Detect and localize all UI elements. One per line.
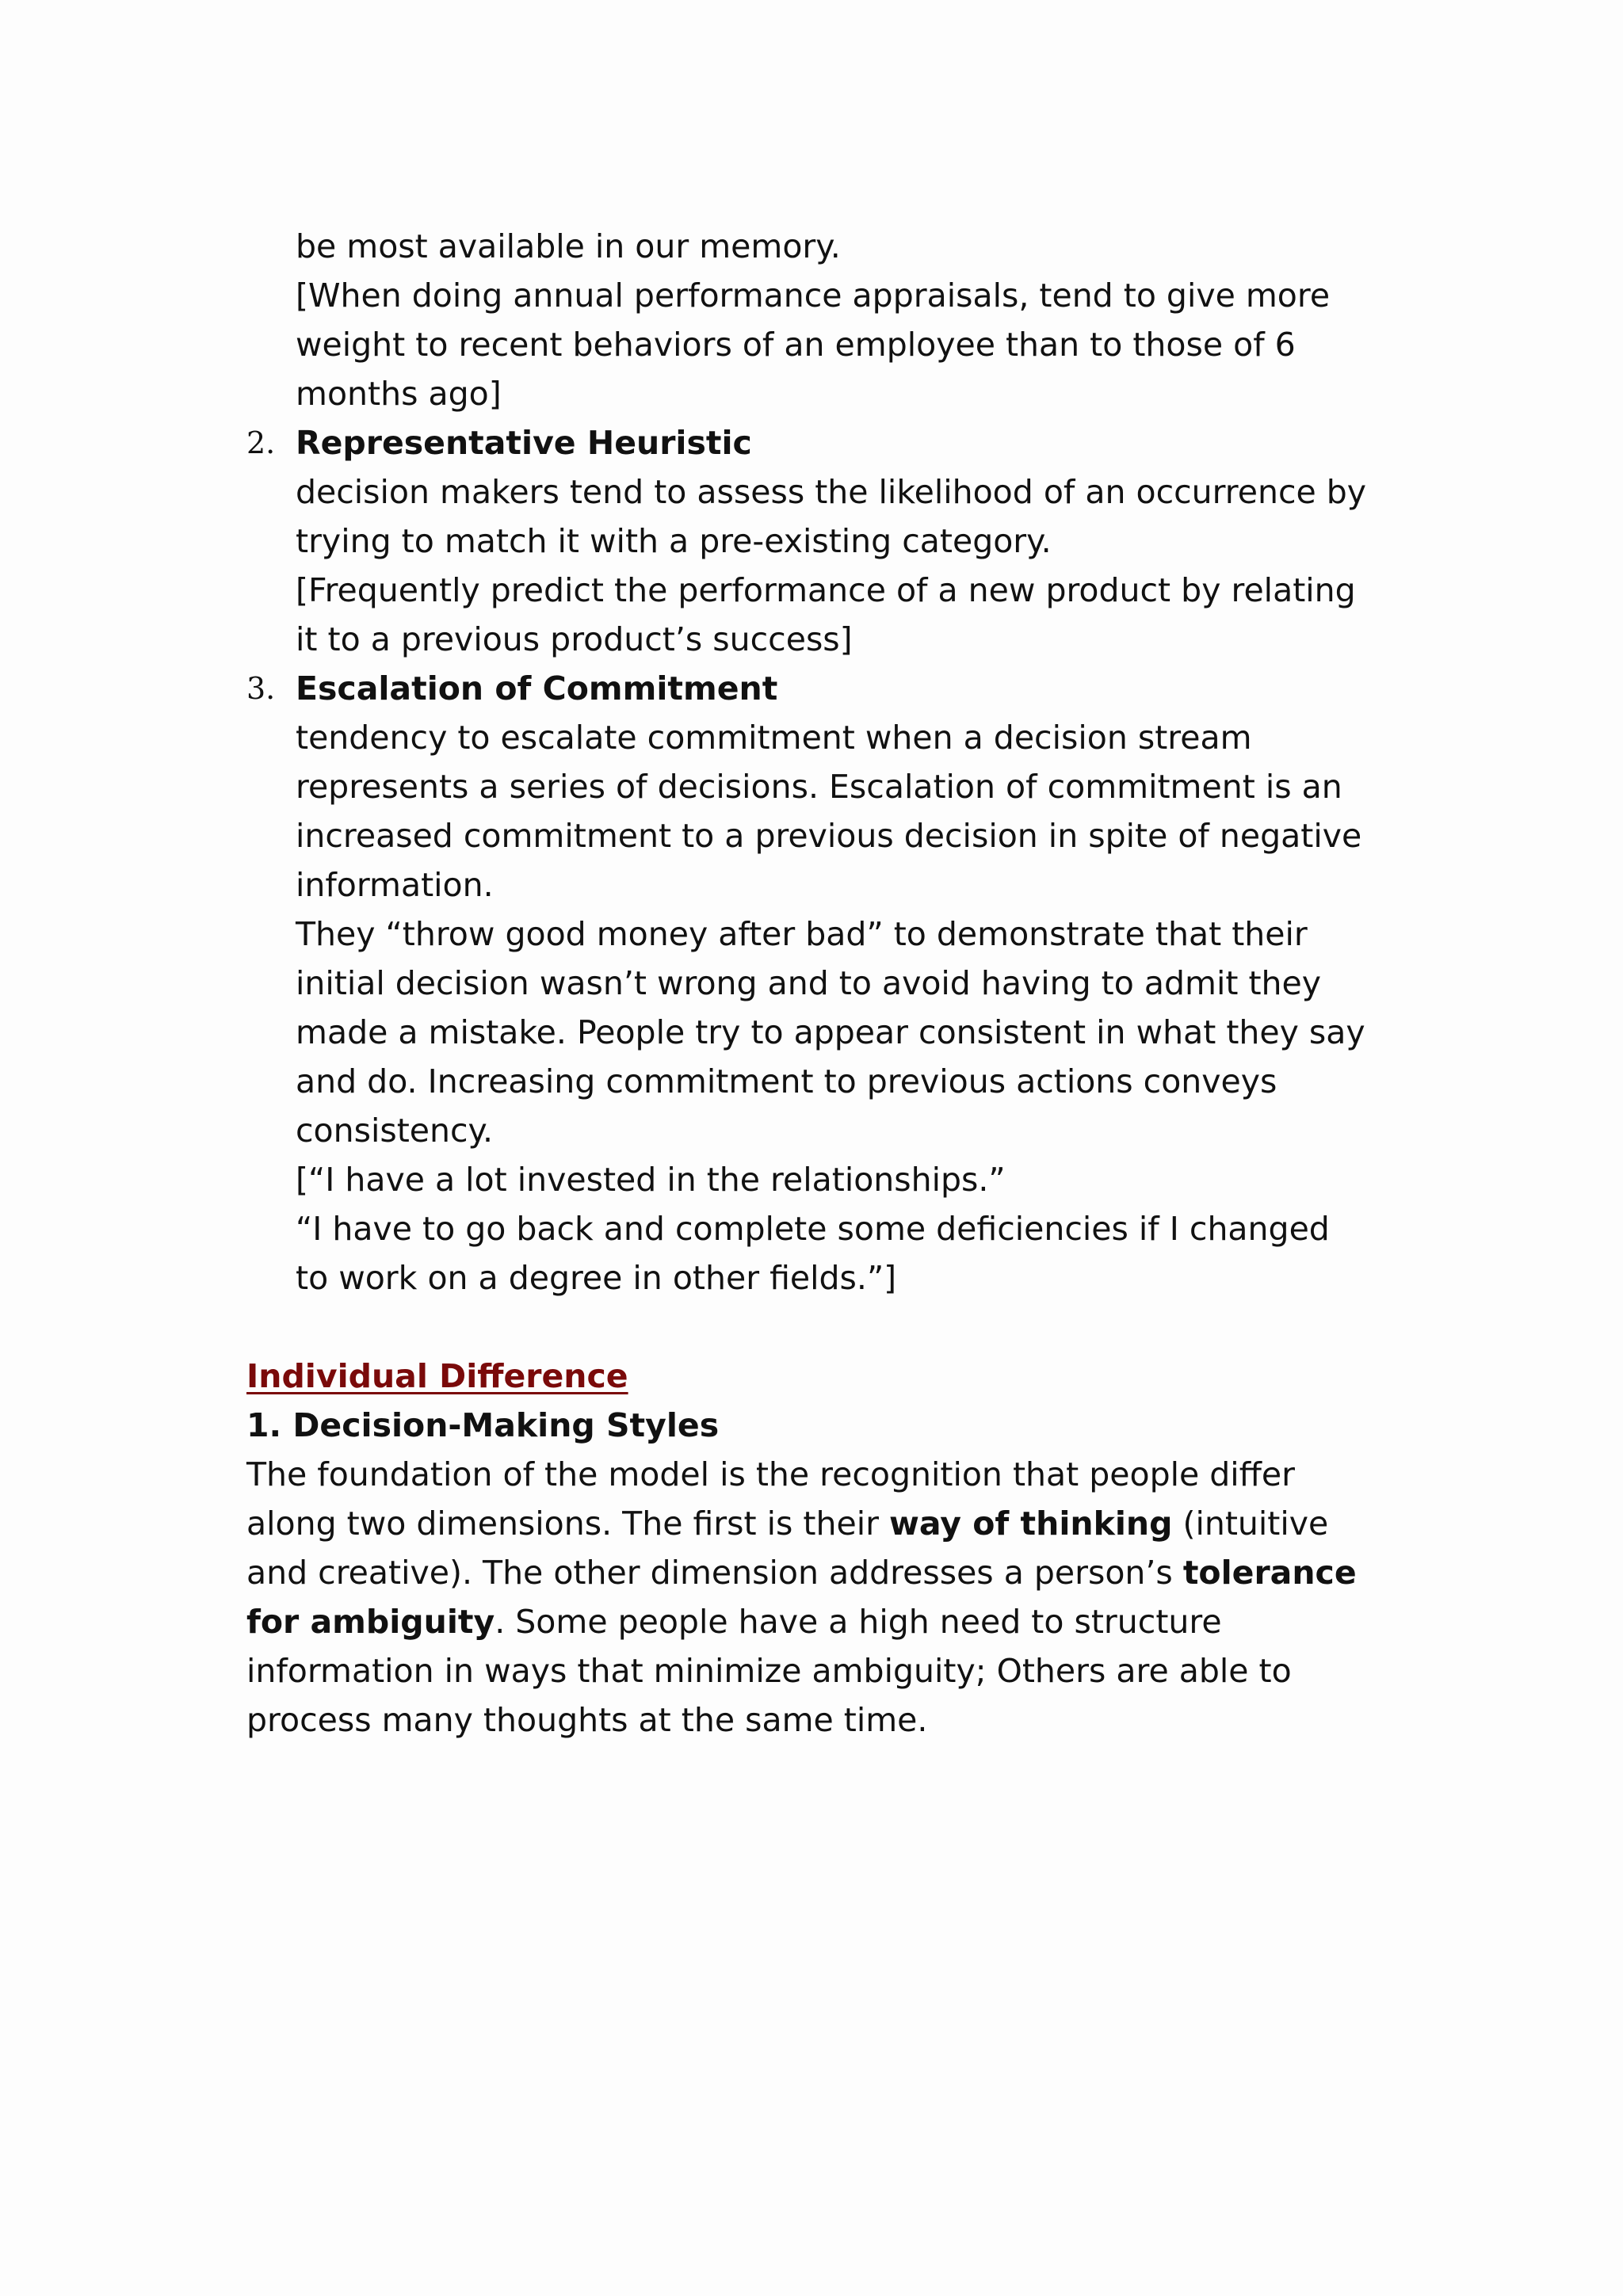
paragraph-line bbox=[246, 1548, 1388, 1597]
paragraph-line bbox=[246, 1695, 1388, 1745]
section-paragraph bbox=[246, 1450, 1388, 1745]
list-item-line: [Frequently predict the performance of a new product by relating bbox=[296, 571, 1356, 609]
section-heading: Individual Difference bbox=[246, 1357, 628, 1395]
list-item-title: Representative Heuristic bbox=[296, 424, 752, 462]
paragraph-line bbox=[246, 1450, 1388, 1499]
list-item-line: initial decision wasn’t wrong and to avoid having to admit they bbox=[296, 964, 1322, 1002]
paragraph-line bbox=[246, 1499, 1388, 1548]
list-item-line: trying to match it with a pre-existing category. bbox=[296, 522, 1052, 560]
list-item-line: to work on a degree in other fields.”] bbox=[296, 1259, 897, 1297]
list-item-line: and do. Increasing commitment to previous actions conveys bbox=[296, 1062, 1277, 1100]
list-item-title: Escalation of Commitment bbox=[296, 669, 778, 707]
list-item-line: tendency to escalate commitment when a decision stream bbox=[296, 719, 1252, 757]
list-item-line: made a mistake. People try to appear consistent in what they say bbox=[296, 1013, 1365, 1051]
list-item-line: [“I have a lot invested in the relationships.” bbox=[296, 1161, 1006, 1199]
blank-line bbox=[246, 1302, 1388, 1352]
document-body bbox=[246, 222, 1388, 1745]
section-individual-difference bbox=[246, 1352, 1388, 1745]
list-item-line: increased commitment to a previous decision in spite of negative bbox=[296, 817, 1362, 855]
list-item-line: They “throw good money after bad” to demonstrate that their bbox=[296, 915, 1308, 953]
intro-line: weight to recent behaviors of an employee than to those of 6 bbox=[296, 326, 1296, 364]
list-item-line: represents a series of decisions. Escalation of commitment is an bbox=[296, 768, 1342, 806]
paragraph-line bbox=[246, 1597, 1388, 1646]
emphasis-way-of-thinking: way of thinking bbox=[888, 1505, 1173, 1543]
paragraph-text: information in ways that minimize ambiguity; Others are able to bbox=[246, 1652, 1292, 1690]
paragraph-text: (intuitive bbox=[1172, 1505, 1329, 1543]
paragraph-line bbox=[246, 1646, 1388, 1695]
list-item-number: 2. bbox=[246, 425, 276, 460]
section-subheading: 1. Decision-Making Styles bbox=[246, 1406, 720, 1444]
intro-line: be most available in our memory. bbox=[296, 227, 841, 265]
list-item-line: consistency. bbox=[296, 1112, 494, 1150]
paragraph-text: along two dimensions. The first is their bbox=[246, 1505, 889, 1543]
paragraph-text: and creative). The other dimension addresses a person’s bbox=[246, 1554, 1183, 1592]
intro-block bbox=[246, 222, 1388, 418]
list-item-representative-heuristic bbox=[246, 418, 1388, 664]
list-item-line: decision makers tend to assess the likelihood of an occurrence by bbox=[296, 473, 1367, 511]
intro-line: [When doing annual performance appraisals, tend to give more bbox=[296, 277, 1331, 315]
list-item-escalation-of-commitment bbox=[246, 664, 1388, 1302]
emphasis-tolerance: tolerance bbox=[1182, 1554, 1357, 1592]
list-item-line: “I have to go back and complete some deficiencies if I changed bbox=[296, 1210, 1330, 1248]
list-item-line: it to a previous product’s success] bbox=[296, 620, 853, 658]
paragraph-text: . Some people have a high need to structure bbox=[495, 1603, 1222, 1641]
emphasis-for-ambiguity: for ambiguity bbox=[246, 1603, 495, 1641]
list-item-number: 3. bbox=[246, 671, 276, 706]
intro-line: months ago] bbox=[296, 375, 502, 413]
paragraph-text: The foundation of the model is the recognition that people differ bbox=[246, 1455, 1295, 1493]
paragraph-text: process many thoughts at the same time. bbox=[246, 1701, 928, 1739]
list-item-line: information. bbox=[296, 866, 494, 904]
